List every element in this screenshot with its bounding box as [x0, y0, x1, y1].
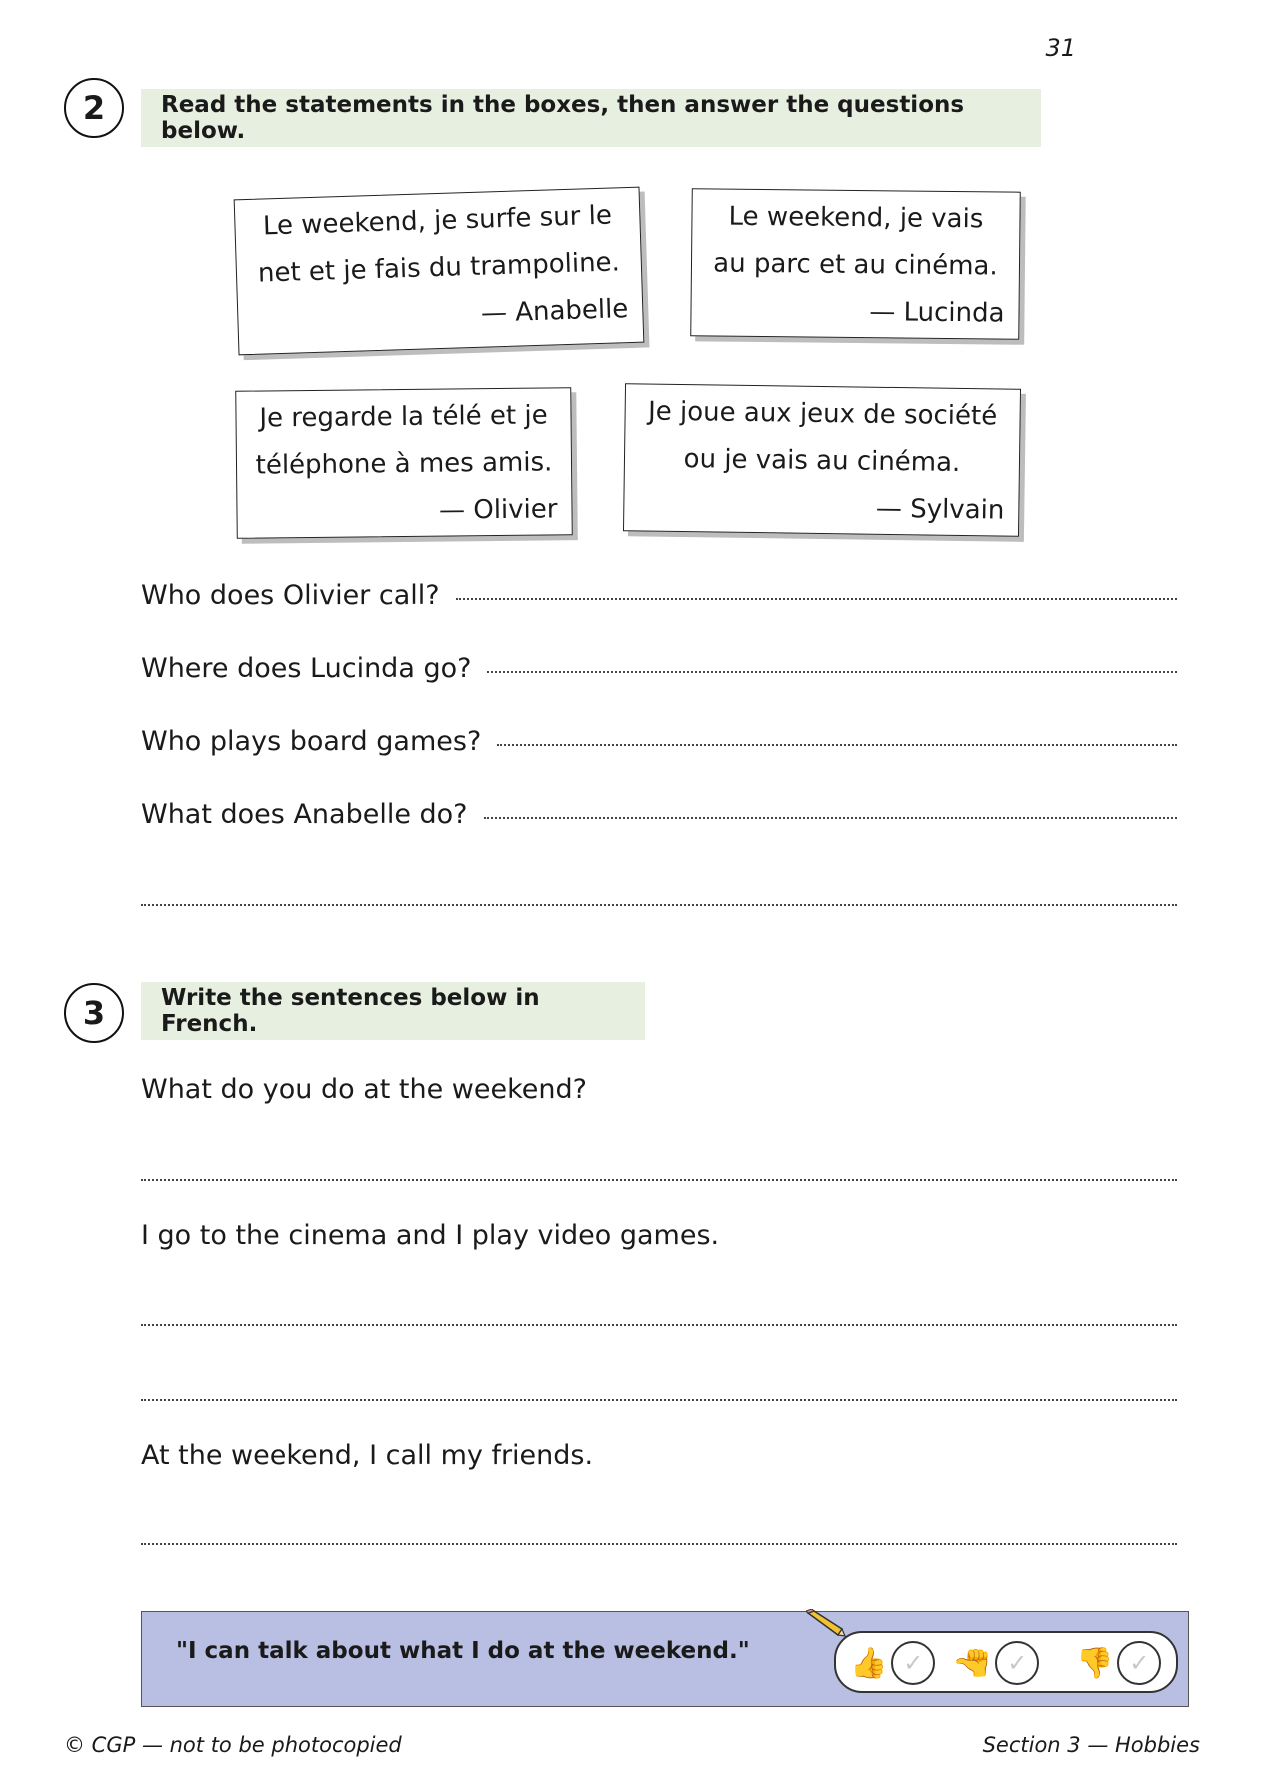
tick-circle[interactable]: ✓ — [891, 1641, 935, 1685]
answer-line[interactable] — [497, 743, 1177, 746]
statement-line: ou je vais au cinéma. — [683, 444, 961, 478]
self-rating-scale — [834, 1631, 1178, 1693]
sentence-3: At the weekend, I call my friends. — [141, 1440, 594, 1471]
question-label: Who plays board games? — [141, 726, 482, 757]
question-2-instruction: Read the statements in the boxes, then answer the questions below. — [141, 89, 1041, 147]
statement-line: téléphone à mes amis. — [255, 447, 553, 481]
statement-line: Je joue aux jeux de société — [647, 396, 998, 432]
statement-box-sylvain — [623, 383, 1021, 537]
statement-author: — Anabelle — [480, 294, 629, 329]
statement-author: — Olivier — [438, 494, 558, 526]
pencil-icon — [806, 1609, 846, 1637]
statement-box-olivier — [235, 387, 573, 539]
answer-line[interactable] — [141, 903, 1177, 906]
answer-line[interactable] — [141, 1398, 1177, 1401]
question-label: What does Anabelle do? — [141, 799, 468, 830]
thumb-sideways-icon: 👍 — [955, 1644, 991, 1682]
statement-author: — Sylvain — [875, 493, 1005, 526]
question-label: Who does Olivier call? — [141, 580, 440, 611]
question-row — [141, 726, 1177, 757]
statement-author: — Lucinda — [869, 297, 1005, 329]
statement-box-anabelle — [234, 187, 645, 356]
question-3-instruction: Write the sentences below in French. — [141, 982, 645, 1040]
statement-box-lucinda — [690, 188, 1021, 339]
statement-line: Le weekend, je surfe sur le — [262, 200, 613, 242]
rating-good[interactable] — [850, 1641, 935, 1685]
statement-line: Je regarde la télé et je — [259, 400, 548, 434]
self-check-statement: "I can talk about what I do at the weekend." — [176, 1638, 750, 1664]
answer-line[interactable] — [141, 1542, 1177, 1545]
statement-line: net et je fais du trampoline. — [257, 247, 621, 289]
answer-line[interactable] — [141, 1323, 1177, 1326]
page-number: 31 — [1045, 34, 1076, 62]
sentence-1: What do you do at the weekend? — [141, 1074, 587, 1105]
question-label: Where does Lucinda go? — [141, 653, 472, 684]
question-row — [141, 799, 1177, 830]
question-3-number: 3 — [64, 983, 124, 1043]
statement-line: au parc et au cinéma. — [713, 248, 998, 282]
rating-ok[interactable] — [954, 1641, 1039, 1685]
question-row — [141, 580, 1177, 611]
tick-circle[interactable]: ✓ — [995, 1641, 1039, 1685]
footer-copyright: © CGP — not to be photocopied — [64, 1733, 402, 1757]
answer-line[interactable] — [484, 816, 1177, 819]
answer-line[interactable] — [141, 1178, 1177, 1181]
thumbs-up-icon: 👍 — [850, 1645, 888, 1681]
answer-line[interactable] — [487, 670, 1177, 673]
rating-bad[interactable] — [1076, 1641, 1161, 1685]
thumbs-down-icon: 👎 — [1076, 1645, 1114, 1681]
question-row — [141, 653, 1177, 684]
question-2-number: 2 — [64, 78, 124, 138]
answer-line[interactable] — [456, 597, 1177, 600]
footer-section: Section 3 — Hobbies — [982, 1733, 1200, 1757]
sentence-2: I go to the cinema and I play video games. — [141, 1220, 720, 1251]
statement-line: Le weekend, je vais — [728, 201, 984, 235]
tick-circle[interactable]: ✓ — [1117, 1641, 1161, 1685]
